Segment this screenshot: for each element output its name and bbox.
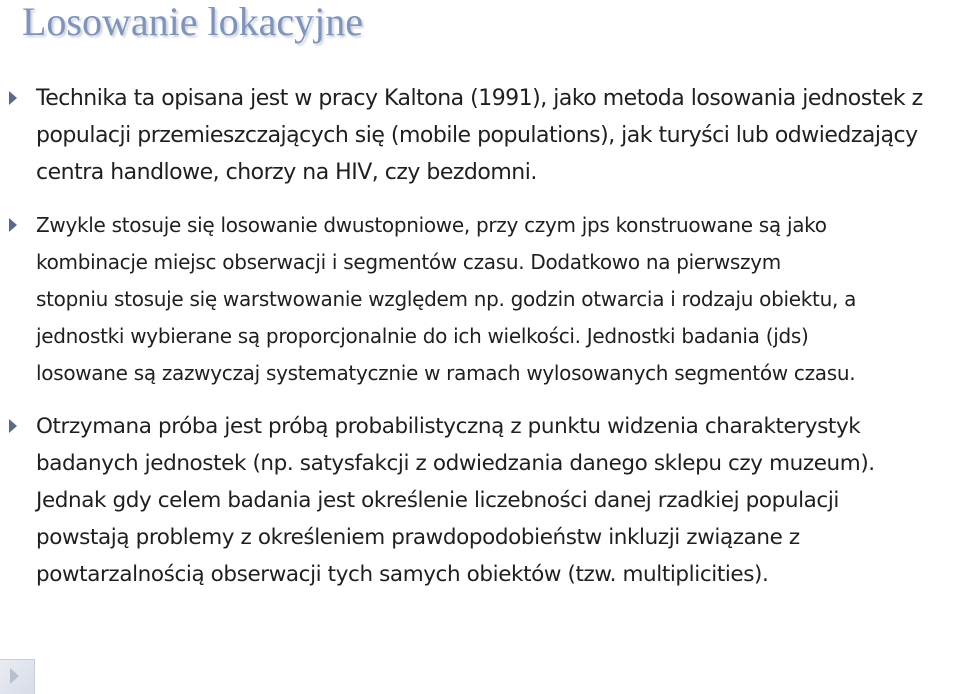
bullet-line: jednostki wybierane są proporcjonalnie do ich wielkości. Jednostki badania (jds) — [36, 324, 809, 348]
bullet-line: powtarzalnością obserwacji tych samych obiektów (tzw. multiplicities). — [36, 562, 769, 587]
slide-title: Losowanie lokacyjne — [22, 0, 363, 44]
triangle-bullet-icon — [10, 668, 19, 684]
bullet-line: Technika ta opisana jest w pracy Kaltona (1991), jako metoda losowania jednostek z — [36, 86, 923, 111]
bullet-line: kombinacje miejsc obserwacji i segmentów czasu. Dodatkowo na pierwszym — [36, 250, 781, 274]
triangle-bullet-icon — [9, 91, 17, 105]
bullet-line: losowane są zazwyczaj systematycznie w ramach wylosowanych segmentów czasu. — [36, 361, 856, 385]
triangle-bullet-icon — [9, 419, 17, 433]
bullet-text — [36, 80, 936, 191]
bullet-line: badanych jednostek (np. satysfakcji z odwiedzania danego sklepu czy muzeum). — [36, 451, 875, 476]
bullet-text — [36, 207, 936, 392]
bullet-text — [36, 408, 936, 593]
bullet-line: Jednak gdy celem badania jest określenie liczebności danej rzadkiej populacji — [36, 488, 839, 513]
bullet-line: centra handlowe, chorzy na HIV, czy bezdomni. — [36, 160, 537, 185]
bullet-line: stopniu stosuje się warstwowanie względem np. godzin otwarcia i rodzaju obiektu, a — [36, 287, 857, 311]
bullet-line: Zwykle stosuje się losowanie dwustopniowe, przy czym jps konstruowane są jako — [36, 213, 827, 237]
bullet-line: populacji przemieszczających się (mobile populations), jak turyści lub odwiedzający — [36, 123, 918, 148]
bullet-line: powstają problemy z określeniem prawdopodobieństw inkluzji związane z — [36, 525, 800, 550]
bullet-line: Otrzymana próba jest próbą probabilistyczną z punktu widzenia charakterystyk — [36, 414, 861, 439]
triangle-bullet-icon — [9, 218, 17, 232]
